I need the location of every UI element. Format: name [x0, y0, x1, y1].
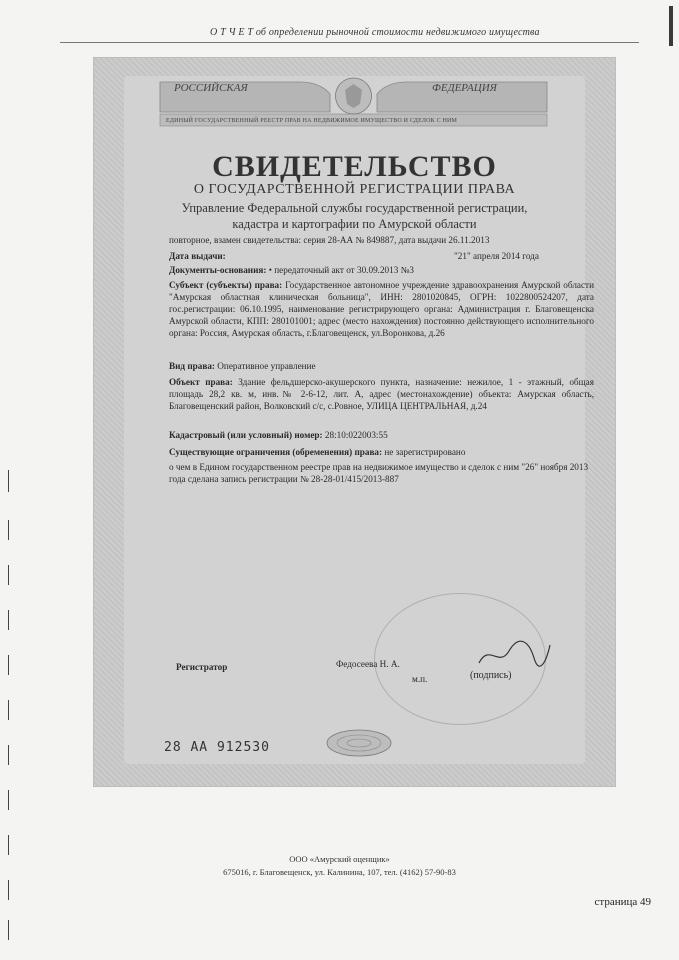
- binder-mark: [8, 880, 9, 900]
- binder-mark: [8, 920, 9, 940]
- right-object: [169, 376, 594, 412]
- repeat-note: повторное, взамен свидетельства: серия 28-АА № 849887, дата выдачи 26.11.2013: [169, 235, 490, 245]
- footer-company: ООО «Амурский оценщик»: [289, 854, 390, 864]
- binder-mark: [8, 565, 9, 585]
- documents-basis-value: • передаточный акт от 30.09.2013 №3: [268, 265, 414, 275]
- certificate-title: СВИДЕТЕЛЬСТВО: [212, 150, 497, 183]
- header-divider: [60, 42, 639, 43]
- binder-corner-mark: [669, 6, 673, 46]
- authority-line-1: Управление Федеральной службы государственной регистрации,: [181, 201, 528, 215]
- issuing-authority: [94, 200, 615, 232]
- binder-mark: [8, 835, 9, 855]
- cadastral-number: [169, 429, 589, 441]
- right-type: [169, 360, 589, 372]
- binder-mark: [8, 790, 9, 810]
- right-type-label: Вид права:: [169, 361, 215, 371]
- right-holder-value: Государственное автономное учреждение здравоохранения Амурской области "Амурская областная клиническая больница", ИНН: 2801020845, ОГРН: 1022800524207, дата гос.регистрации: 06.10.1995, наименование регистрирующего органа: Администрация г. Благовещенска Амурской области, КПП: 280101001; адрес (место нахождения) постоянно действующего исполнительного органа: Россия, Амурская область, г.Благовещенск, ул.Воронкова, д.26: [169, 280, 594, 338]
- issue-date-label: Дата выдачи:: [169, 251, 226, 261]
- binder-mark: [8, 700, 9, 720]
- encumbrances-value: не зарегистрировано: [384, 447, 466, 457]
- page-number: страница 49: [594, 896, 651, 908]
- footer-address: 675016, г. Благовещенск, ул. Калинина, 107, тел. (4162) 57-90-83: [223, 867, 456, 877]
- right-holder-label: Субъект (субъекты) права:: [169, 280, 283, 290]
- documents-basis-label: Документы-основания:: [169, 265, 267, 275]
- banner-right-text: ФЕДЕРАЦИЯ: [432, 82, 497, 94]
- registrar-name: Федосеева Н. А.: [336, 659, 400, 669]
- form-serial-number: 28 АА 912530: [164, 740, 270, 755]
- stamp-place-label: м.п.: [412, 674, 428, 684]
- binder-mark: [8, 520, 9, 540]
- guilloche-rosette-icon: [324, 728, 394, 758]
- signature-caption: (подпись): [470, 670, 512, 681]
- authority-line-2: кадастра и картографии по Амурской области: [232, 217, 477, 231]
- right-object-value: Здание фельдшерско-акушерского пункта, назначение: нежилое, 1 - этажный, общая площадь 28,2 кв. м, инв.№ 2-6-12, лит. А, адрес (местонахождение) объекта: Амурская область, Благовещенский район, Волковский с/с, с.Ровное, УЛИЦА ЦЕНТРАЛЬНАЯ, д.24: [169, 377, 594, 411]
- banner-subtext: ЕДИНЫЙ ГОСУДАРСТВЕННЫЙ РЕЕСТР ПРАВ НА НЕДВИЖИМОЕ ИМУЩЕСТВО И СДЕЛОК С НИМ: [166, 118, 458, 124]
- registrar-label: Регистратор: [176, 662, 228, 672]
- binder-mark: [8, 470, 9, 492]
- signature-icon: [474, 633, 554, 673]
- right-type-value: Оперативное управление: [217, 361, 316, 371]
- registration-record: о чем в Едином государственном реестре прав на недвижимое имущество и сделок с ним "26" ноября 2013 года сделана запись регистрации № 28-28-01/415/2013-887: [169, 462, 589, 484]
- right-holder: [169, 279, 594, 339]
- issue-date-value: "21" апреля 2014 года: [454, 251, 539, 261]
- cadastral-number-value: 28:10:022003:55: [324, 430, 388, 440]
- report-header: О Т Ч Е Т об определении рыночной стоимости недвижимого имущества: [210, 27, 540, 38]
- encumbrances: [169, 446, 589, 458]
- encumbrances-label: Существующие ограничения (обременения) права:: [169, 447, 383, 457]
- registration-certificate: [94, 58, 615, 786]
- binder-mark: [8, 655, 9, 675]
- banner-left-text: РОССИЙСКАЯ: [174, 82, 248, 94]
- right-object-label: Объект права:: [169, 377, 233, 387]
- documents-basis: [169, 264, 589, 276]
- binder-mark: [8, 610, 9, 630]
- certificate-subtitle: О ГОСУДАРСТВЕННОЙ РЕГИСТРАЦИИ ПРАВА: [193, 182, 516, 197]
- binder-mark: [8, 745, 9, 765]
- cadastral-number-label: Кадастровый (или условный) номер:: [169, 430, 323, 440]
